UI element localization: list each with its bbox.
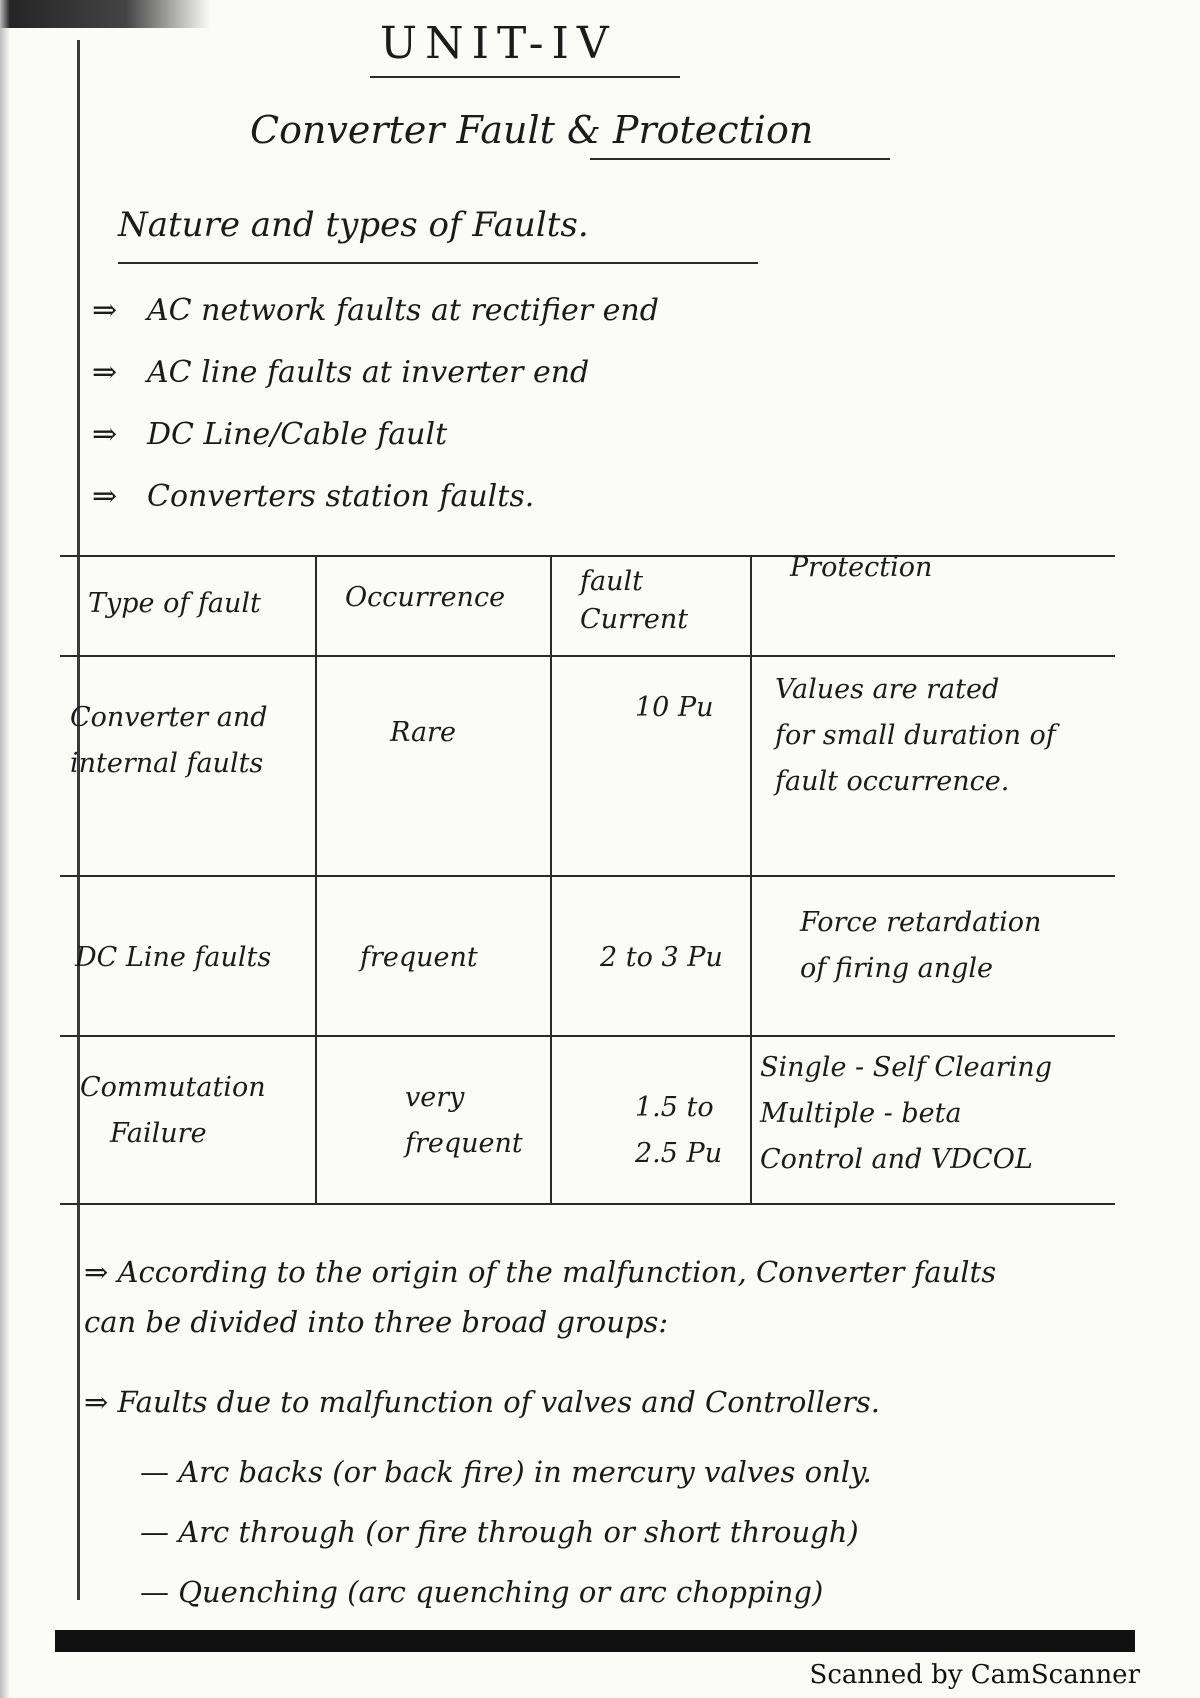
fault-type-list [92,280,659,528]
table-cell-type: Commutation Failure [80,1072,266,1149]
table-cell-occurrence: frequent [360,942,478,973]
arrow-icon: ⇒ [92,355,118,390]
table-rule [60,875,1115,877]
scanner-watermark: Scanned by CamScanner [809,1660,1140,1690]
page-subtitle: Converter Fault & Protection [250,108,814,152]
table-cell-occurrence: Rare [390,717,456,748]
table-rule [60,555,1115,557]
unit-title: UNIT-IV [380,18,617,69]
table-header-occurrence: Occurrence [345,582,506,613]
bullet-item: — Arc through (or fire through or short through) [140,1515,859,1549]
table-rule [60,1035,1115,1037]
fault-type-item: ⇒ AC line faults at inverter end [92,342,659,404]
arrow-icon: ⇒ [92,293,118,328]
table-cell-current: 1.5 to 2.5 Pu [635,1092,723,1169]
table-cell-protection: Force retardation of firing angle [800,907,1042,984]
section-heading: Nature and types of Faults. [118,205,589,245]
body-line-1: ⇒ According to the origin of the malfunction, Converter faults [84,1255,997,1289]
table-header-protection: Protection [790,552,933,583]
section-heading-underline [118,262,758,264]
table-cell-current: 10 Pu [635,692,714,723]
subtitle-underline [590,158,890,160]
table-divider [550,555,552,1203]
unit-title-underline [370,76,680,78]
fault-table [60,552,1115,1205]
scan-bottom-edge [55,1630,1135,1652]
body-line-3: ⇒ Faults due to malfunction of valves and Controllers. [84,1385,881,1419]
fault-type-item: ⇒ Converters station faults. [92,466,659,528]
arrow-icon: ⇒ [92,417,118,452]
table-cell-current: 2 to 3 Pu [600,942,723,973]
table-cell-protection: Values are rated for small duration of fault occurrence. [775,674,1056,797]
table-header-type: Type of fault [88,588,261,619]
arrow-icon: ⇒ [92,479,118,514]
fault-type-item: ⇒ AC network faults at rectifier end [92,280,659,342]
table-header-current: fault Current [580,566,689,635]
table-divider [315,555,317,1203]
table-cell-type: Converter and internal faults [70,702,268,779]
table-divider [750,555,752,1203]
table-cell-occurrence: very frequent [405,1082,523,1159]
scan-left-edge [0,0,10,1698]
table-cell-protection: Single - Self Clearing Multiple - beta Control and VDCOL [760,1052,1052,1175]
body-line-2: can be divided into three broad groups: [84,1305,669,1339]
bullet-item: — Arc backs (or back fire) in mercury valves only. [140,1455,872,1489]
table-rule [60,655,1115,657]
fault-type-item: ⇒ DC Line/Cable fault [92,404,659,466]
table-rule [60,1203,1115,1205]
bullet-item: — Quenching (arc quenching or arc chopping) [140,1575,824,1609]
scan-corner-shadow [0,0,210,28]
table-cell-type: DC Line faults [75,942,272,973]
